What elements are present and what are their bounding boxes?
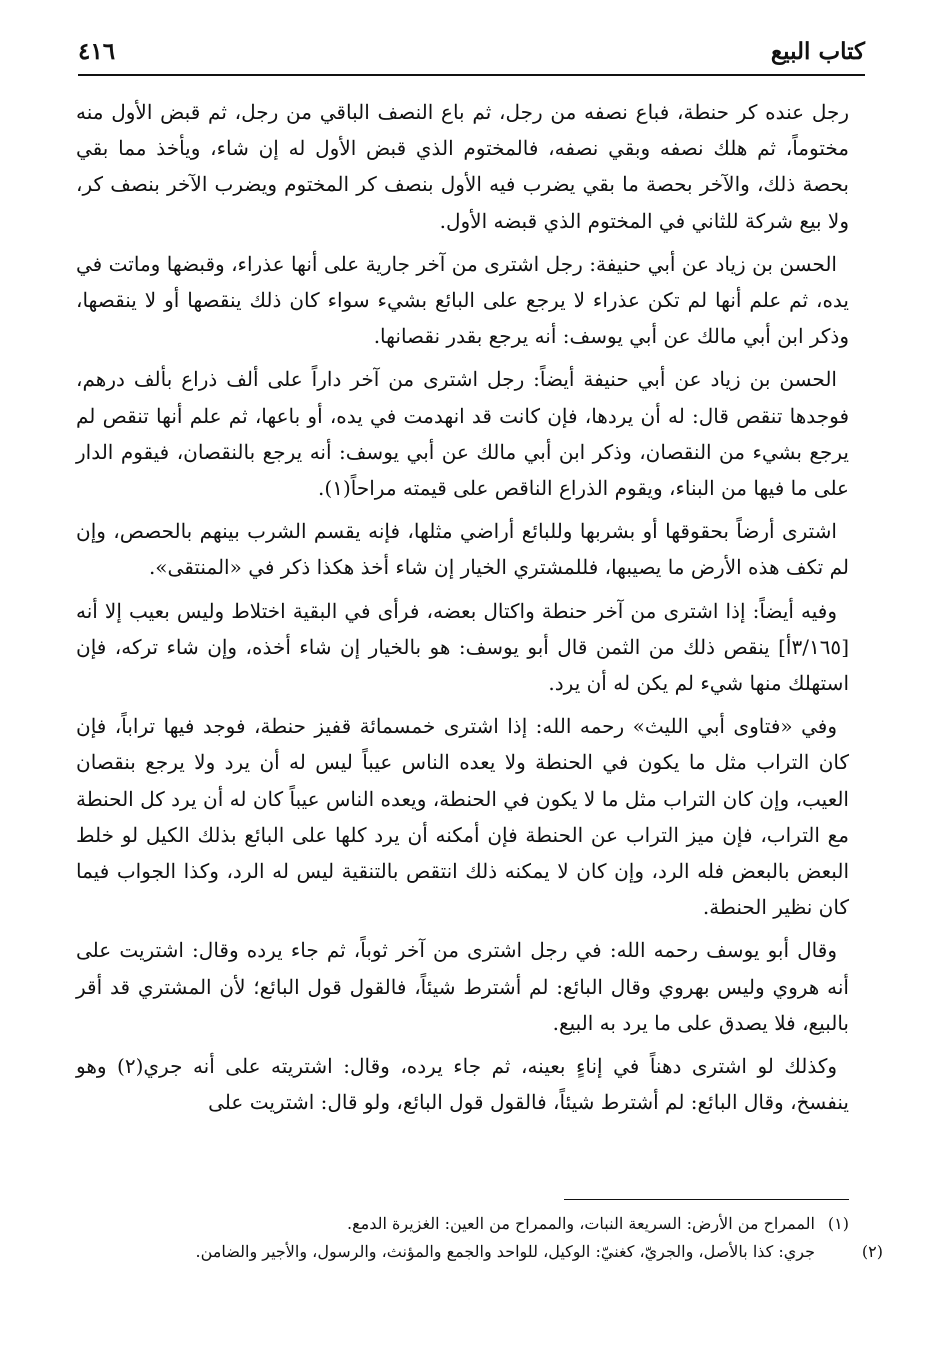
footnote-text: الممراح من الأرض: السريعة النبات، والممراح من العين: الغزيرة الدمع.	[347, 1214, 815, 1233]
paragraph-6: وفي «فتاوى أبي الليث» رحمه الله: إذا اشترى خمسمائة قفيز حنطة، فوجد فيها تراباً، فإن كان التراب مثل ما يكون في الحنطة ولا يعده الناس عيباً ليس له أن يرد ولا يرجع بنقصان العيب، وإن كان التراب مثل ما لا يكون في الحنطة، ويعده الناس عيباً كان له أن يرد كل الحنطة مع التراب، فإن ميز التراب عن الحنطة فإن أمكنه أن يرد كلها على البائع بذلك الكيل لو خلط البعض بالبعض فله الرد، وإن كان لا يمكنه ذلك انتقص بالتنقية ليس له الرد، وكذا الجواب فيما كان نظير الحنطة.	[76, 714, 850, 920]
footnote-2	[76, 1238, 883, 1266]
paragraph-3: الحسن بن زياد عن أبي حنيفة أيضاً: رجل اشترى من آخر داراً على ألف ذراع بألف درهم، فوجدها تنقص قال: له أن يردها، فإن كانت قد انهدمت في يده، أو باعها، ثم علم أنها تنقص لم يرجع بشيء من النقصان، وذكر ابن أبي مالك عن أبي يوسف: أنه يرجع بالنقصان، فيقوم الدار على ما فيها من البناء، ويقوم الذراع الناقص على قيمته مراحاً(١).	[76, 367, 849, 501]
page-number: ٤١٦	[78, 38, 116, 65]
main-text	[76, 94, 849, 1127]
footnote-separator	[564, 1199, 849, 1200]
footnote-number: (٢)	[861, 1242, 883, 1261]
paragraph-5: وفيه أيضاً: إذا اشترى من آخر حنطة واكتال بعضه، فرأى في البقية اختلاط وليس بعيب إلا أنه [٣/١٦٥أ] ينقص ذلك من الثمن قال أبو يوسف: هو بالخيار إن شاء أخذه، وإن شاء تركه، فإن استهلك منها شيء لم يكن له أن يرد.	[76, 598, 849, 696]
paragraph-2: الحسن بن زياد عن أبي حنيفة: رجل اشترى من آخر جارية على أنها عذراء، وقبضها وماتت في يده، ثم علم أنها لم تكن عذراء لا يرجع على البائع بشيء سواء كان ذلك ينقصها أو لا ينقصها، وذكر ابن أبي مالك عن أبي يوسف: أنه يرجع بقدر نقصانها.	[76, 251, 849, 349]
paragraph-4: اشترى أرضاً بحقوقها أو بشربها وللبائع أراضي مثلها، فإنه يقسم الشرب بينهم بالحصص، وإن لم تكف هذه الأرض ما يصيبها، فللمشتري الخيار إن شاء أخذ هكذا ذكر في «المنتقى».	[76, 519, 849, 580]
footnote-number: (١)	[827, 1214, 849, 1233]
footnote-text: جري: كذا بالأصل، والجريّ، كغنيّ: الوكيل، للواحد والجمع والمؤنث، والرسول، والأجير والضامن.	[195, 1242, 815, 1261]
page-header	[78, 38, 865, 76]
paragraph-1: رجل عنده كر حنطة، فباع نصفه من رجل، ثم باع النصف الباقي من رجل، ثم قبض الأول منه مختوماً، ثم هلك نصفه وبقي نصفه، فالمختوم الذي قبض الأول له إن شاء، ويأخذ مما بقي بحصة ذلك، والآخر بحصة ما بقي يضرب فيه الأول بنصف كر المختوم ويضرب الآخر بنصف كر، ولا بيع شركة للثاني في المختوم الذي قبضه الأول.	[76, 100, 849, 233]
chapter-title: كتاب البيع	[770, 38, 865, 65]
paragraph-8: وكذلك لو اشترى دهناً في إناءٍ بعينه، ثم جاء يرده، وقال: اشتريته على أنه جري(٢) وهو ينفسخ، وقال البائع: لم أشترط شيئاً، فالقول قول البائع، ولو قال: اشتريت على	[76, 1054, 849, 1115]
footnotes	[76, 1210, 883, 1266]
paragraph-7: وقال أبو يوسف رحمه الله: في رجل اشترى من آخر ثوباً، ثم جاء يرده وقال: اشتريت على أنه هروي وليس بهروي وقال البائع: لم أشترط شيئاً، فالقول قول البائع؛ لأن المشتري قد أقر بالبيع، فلا يصدق على ما يرد به البيع.	[76, 938, 849, 1035]
footnote-1	[76, 1210, 849, 1238]
